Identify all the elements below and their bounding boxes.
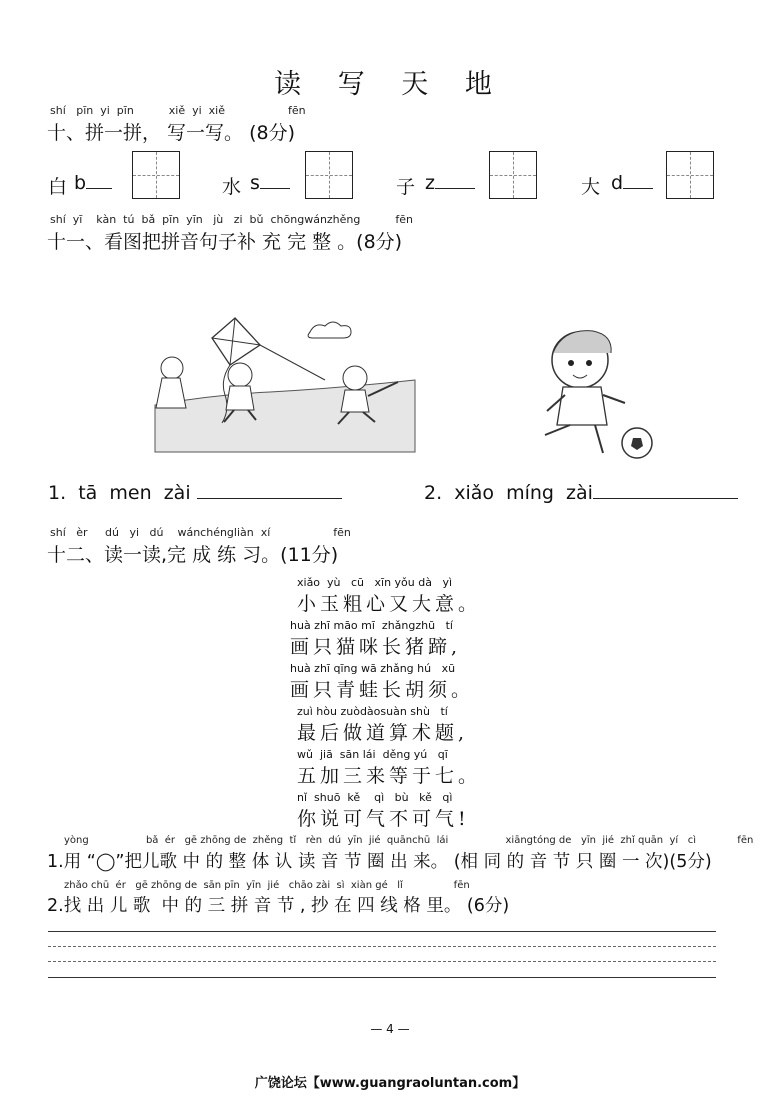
answer-blank-2[interactable] bbox=[593, 498, 738, 499]
tianzige-box-4[interactable] bbox=[666, 151, 714, 199]
poem-line-2-pinyin: huà zhī māo mī zhǎngzhū tí bbox=[290, 619, 453, 632]
item-3-pinyin: z bbox=[425, 172, 475, 194]
question-12-2-pinyin: zhǎo chū ér gē zhōng de sān pīn yīn jié chāo zài sì xiàn gé lǐ fēn bbox=[64, 880, 470, 891]
item-4-char: 大 bbox=[581, 176, 601, 198]
poem-line-3: 画只青蛙长胡须。 bbox=[290, 679, 475, 701]
tianzige-box-3[interactable] bbox=[489, 151, 537, 199]
poem-line-5-pinyin: wǔ jiā sān lái děng yú qī bbox=[297, 748, 448, 761]
item-3-char: 子 bbox=[396, 176, 416, 198]
item-1-char: 白 bbox=[48, 176, 68, 198]
item-4-pinyin: d bbox=[611, 172, 653, 194]
page-number: — 4 — bbox=[370, 1022, 410, 1036]
poem-line-6: 你说可气不可气! bbox=[297, 808, 470, 830]
tianzige-box-2[interactable] bbox=[305, 151, 353, 199]
item-2-char: 水 bbox=[222, 176, 242, 198]
poem-line-1-pinyin: xiǎo yù cū xīn yǒu dà yì bbox=[297, 576, 453, 589]
poem-line-5: 五加三来等于七。 bbox=[297, 765, 482, 787]
question-12-2: 2.找 出 儿 歌 中 的 三 拼 音 节 , 抄 在 四 线 格 里。 (6分) bbox=[47, 896, 510, 916]
boy-playing-football-illustration bbox=[525, 325, 665, 465]
question-12-1-pinyin: yòng bǎ ér gē zhōng de zhěng tǐ rèn dú yīn jié quānchū lái xiāngtóng de yīn jié zhǐ quān yí cì fēn bbox=[64, 835, 754, 846]
poem-line-4: 最后做道算术题, bbox=[297, 722, 469, 744]
question-12-1: 1.用 “◯”把儿歌 中 的 整 体 认 读 音 节 圈 出 来。 (相 同 的 音 节 只 圈 一 次)(5分) bbox=[47, 852, 712, 872]
section-11-heading: 十一、看图把拼音句子补 充 完 整 。(8分) bbox=[47, 231, 403, 253]
section-10-heading: 十、拼一拼， 写一写。 (8分) bbox=[47, 122, 295, 144]
poem-line-2: 画只猫咪长猪蹄, bbox=[290, 636, 462, 658]
question-11-1: 1. tā men zài bbox=[48, 482, 342, 504]
poem-line-6-pinyin: nǐ shuō kě qì bù kě qì bbox=[297, 791, 453, 804]
item-1-pinyin: b bbox=[74, 172, 112, 194]
tianzige-box-1[interactable] bbox=[132, 151, 180, 199]
footer-watermark: 广饶论坛【www.guangraoluntan.com】 bbox=[254, 1076, 526, 1091]
poem-line-1: 小玉粗心又大意。 bbox=[297, 593, 482, 615]
poem-line-4-pinyin: zuì hòu zuòdàosuàn shù tí bbox=[297, 705, 448, 718]
section-11-pinyin: shí yī kàn tú bǎ pīn yīn jù zi bǔ chōngwánzhěng fēn bbox=[50, 213, 413, 226]
answer-blank-1[interactable] bbox=[197, 498, 342, 499]
kids-flying-kite-illustration bbox=[150, 300, 420, 460]
section-12-pinyin: shí èr dú yi dú wánchéngliàn xí fēn bbox=[50, 526, 351, 539]
poem-line-3-pinyin: huà zhī qīng wā zhǎng hú xū bbox=[290, 662, 456, 675]
section-12-heading: 十二、读一读,完 成 练 习。(11分) bbox=[47, 544, 339, 566]
item-2-pinyin: s bbox=[250, 172, 290, 194]
section-10-pinyin: shí pīn yi pīn xiě yi xiě fēn bbox=[50, 104, 306, 117]
page-title: 读 写 天 地 bbox=[274, 69, 506, 100]
question-11-2: 2. xiǎo míng zài bbox=[424, 482, 738, 504]
